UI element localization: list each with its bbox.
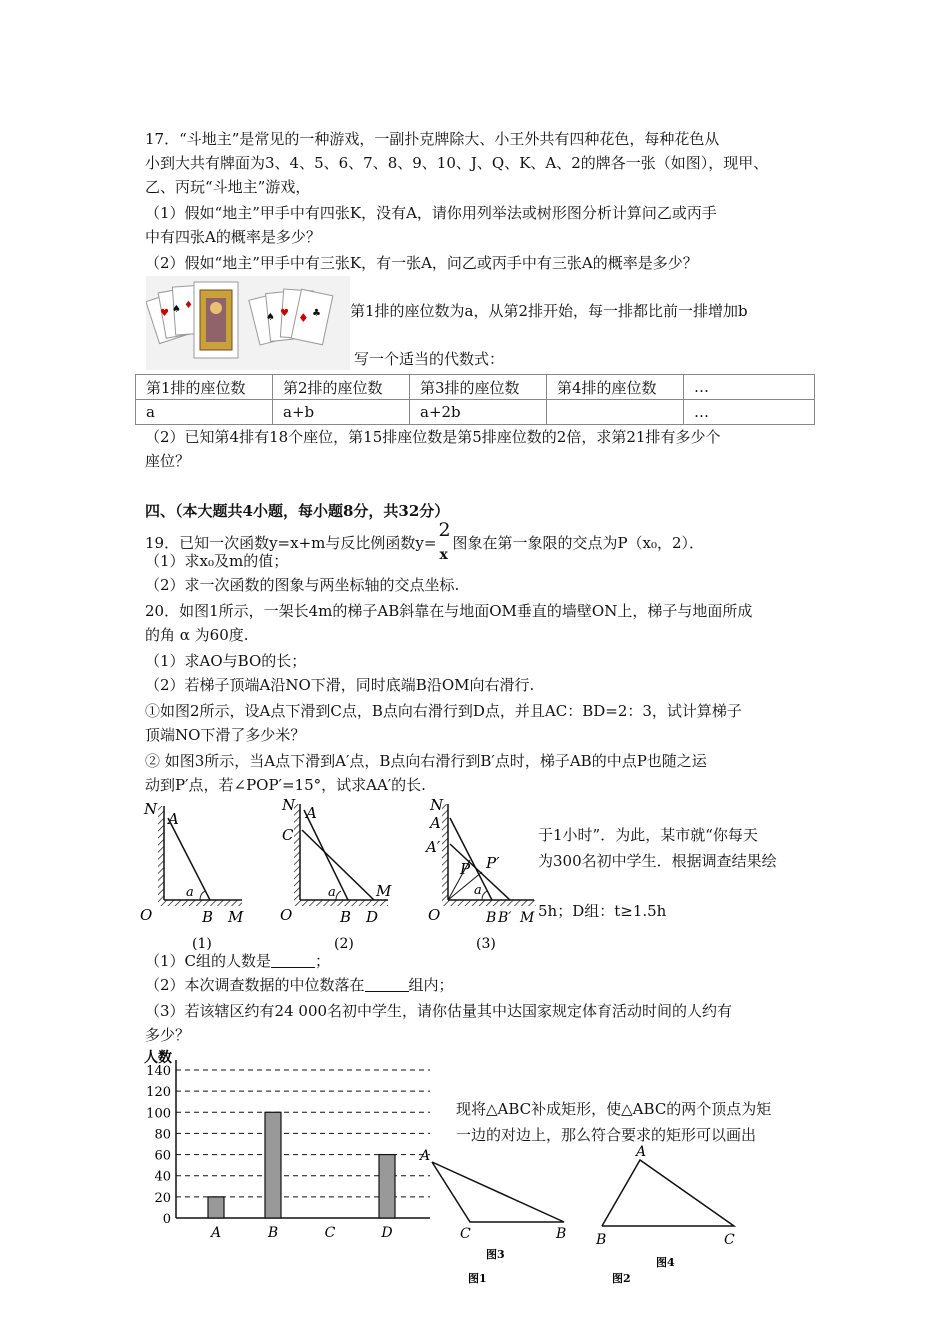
svg-text:O: O bbox=[140, 906, 153, 924]
svg-text:N: N bbox=[282, 796, 296, 814]
seat-table-row bbox=[136, 400, 815, 425]
chart-x-tick-label: D bbox=[381, 1225, 393, 1241]
q20-line-1: 20．如图1所示，一架长4m的梯子AB斜靠在与地面OM垂直的墙壁ON上，梯子与地面所成 bbox=[145, 602, 753, 620]
q17-line-4: （1）假如“地主”甲手中有四张K，没有A，请你用列举法或树形图分析计算问乙或丙手 bbox=[145, 204, 717, 222]
ladder-figure-3-caption: (3) bbox=[476, 936, 496, 952]
ladder-figure-2 bbox=[280, 796, 392, 952]
seat-table-header-row bbox=[136, 375, 815, 400]
figure-2-caption: 图2 bbox=[612, 1272, 631, 1285]
survey-bar-chart bbox=[138, 1046, 438, 1242]
q21-fragment-2: 为300名初中学生．根据调查结果绘 bbox=[538, 852, 777, 870]
q21-answer-blank-1[interactable] bbox=[271, 953, 315, 968]
q19-fraction bbox=[436, 519, 452, 563]
q17-line-2: 小到大共有牌面为3、4、5、6、7、8、9、10、J、Q、K、A、2的牌各一张（如图），现甲、 bbox=[145, 154, 769, 172]
chart-x-tick-label: B bbox=[267, 1225, 279, 1241]
ladder-figure-1-caption: (1) bbox=[192, 936, 212, 952]
svg-text:B: B bbox=[486, 910, 497, 926]
seat-table bbox=[135, 374, 815, 425]
q19-main-pre: 19．已知一次函数y=x+m与反比例函数y= bbox=[145, 534, 437, 552]
q17-line-3: 乙、丙玩“斗地主”游戏， bbox=[145, 178, 311, 196]
chart-x-tick-label: C bbox=[324, 1225, 336, 1241]
q22-fragment-2: 一边的对边上，那么符合要求的矩形可以画出 bbox=[456, 1126, 757, 1144]
q20-line-3: （1）求AO与BO的长； bbox=[145, 652, 307, 670]
triangle-figure-4 bbox=[595, 1144, 735, 1285]
figure-4-caption: 图4 bbox=[656, 1256, 675, 1269]
q17-line-5: 中有四张A的概率是多少？ bbox=[145, 228, 321, 246]
svg-text:M: M bbox=[228, 908, 244, 926]
svg-text:♦: ♦ bbox=[184, 300, 193, 311]
q21-sub-2 bbox=[145, 974, 454, 996]
svg-text:B: B bbox=[202, 908, 214, 926]
ladder-figure-2-caption: (2) bbox=[334, 936, 354, 952]
q21-answer-blank-2[interactable] bbox=[365, 977, 409, 992]
svg-text:A′: A′ bbox=[426, 838, 441, 856]
svg-text:N: N bbox=[144, 800, 158, 818]
q17-line-1: 17．“斗地主”是常见的一种游戏，一副扑克牌除大、小王外共有四种花色，每种花色从 bbox=[145, 130, 720, 148]
q20-line-2: 的角 α 为60度. bbox=[145, 626, 249, 644]
svg-text:O: O bbox=[428, 906, 441, 924]
ladder-figures bbox=[136, 796, 536, 956]
svg-text:C: C bbox=[282, 826, 294, 844]
seat-header-1: 第1排的座位数 bbox=[136, 375, 273, 400]
q19-fraction-denominator: x bbox=[439, 547, 448, 563]
seat-header-2: 第2排的座位数 bbox=[273, 375, 410, 400]
svg-text:M: M bbox=[520, 910, 535, 926]
q20-line-8: 动到P′点，若∠POP′=15°，试求AA′的长. bbox=[145, 776, 426, 794]
q21-sub-2-pre: （2）本次调查数据的中位数落在 bbox=[145, 976, 365, 994]
svg-text:C: C bbox=[724, 1232, 735, 1248]
chart-y-tick-label: 40 bbox=[154, 1169, 171, 1185]
chart-x-tick-label: A bbox=[210, 1225, 222, 1241]
q19-sub-2: （2）求一次函数的图象与两坐标轴的交点坐标. bbox=[145, 576, 460, 594]
q21-fragment-3: 5h；D组：t≥1.5h bbox=[538, 902, 667, 920]
svg-text:A: A bbox=[420, 1148, 431, 1164]
triangle-figures bbox=[418, 1140, 748, 1290]
svg-text:C: C bbox=[460, 1226, 471, 1242]
chart-y-tick-label: 60 bbox=[154, 1148, 171, 1164]
q18-line-2: 写一个适当的代数式： bbox=[354, 350, 505, 368]
q18-part2-line-2: 座位？ bbox=[145, 452, 191, 470]
seat-cell-2: a+b bbox=[273, 400, 410, 425]
q21-fragment-1: 于1小时”．为此，某市就“你每天 bbox=[538, 826, 758, 844]
q20-line-5: ①如图2所示，设A点下滑到C点，B点向右滑行到D点，并且AC：BD=2：3，试计算梯子 bbox=[145, 702, 742, 720]
q21-sub-2-post: 组内； bbox=[408, 976, 454, 994]
chart-y-axis-label: 人数 bbox=[144, 1050, 172, 1066]
svg-text:D: D bbox=[366, 908, 379, 926]
seat-header-3: 第3排的座位数 bbox=[410, 375, 547, 400]
q19-main-post: 图象在第一象限的交点为P（x₀，2）． bbox=[452, 534, 705, 552]
figure-3-caption: 图3 bbox=[486, 1248, 505, 1261]
chart-bar-d bbox=[379, 1155, 395, 1218]
svg-text:B: B bbox=[340, 908, 352, 926]
svg-text:A: A bbox=[636, 1144, 647, 1160]
seat-cell-3: a+2b bbox=[410, 400, 547, 425]
svg-text:♦: ♦ bbox=[298, 311, 309, 325]
svg-text:A: A bbox=[430, 814, 441, 832]
svg-text:O: O bbox=[280, 906, 293, 924]
q17-line-6: （2）假如“地主”甲手中有三张K，有一张A，问乙或丙手中有三张A的概率是多少？ bbox=[145, 254, 698, 272]
chart-y-tick-label: 0 bbox=[162, 1212, 171, 1227]
q21-sub-3-line-1: （3）若该辖区约有24 000名初中学生，请你估量其中达国家规定体育活动时间的人约有 bbox=[145, 1002, 733, 1020]
q18-line-1: 第1排的座位数为a，从第2排开始，每一排都比前一排增加b bbox=[350, 302, 748, 320]
q21-sub-1 bbox=[145, 950, 330, 972]
svg-text:N: N bbox=[430, 796, 444, 814]
chart-y-tick-label: 20 bbox=[154, 1190, 171, 1206]
svg-text:♠: ♠ bbox=[172, 304, 181, 315]
svg-text:P: P bbox=[460, 860, 471, 878]
seat-cell-5: … bbox=[684, 400, 815, 425]
svg-text:B′: B′ bbox=[498, 910, 512, 926]
q21-sub-1-pre: （1）C组的人数是 bbox=[145, 952, 272, 970]
q18-part2-line-1: （2）已知第4排有18个座位，第15排座位数是第5排座位数的2倍，求第21排有多少个 bbox=[145, 428, 721, 446]
svg-text:M: M bbox=[376, 882, 392, 900]
svg-text:♣: ♣ bbox=[312, 308, 321, 319]
svg-text:B: B bbox=[596, 1232, 607, 1248]
ladder-figure-3 bbox=[424, 796, 536, 952]
svg-text:A: A bbox=[306, 804, 317, 822]
q19-fraction-numerator: 2 bbox=[438, 519, 451, 541]
triangle-figure-3 bbox=[418, 1148, 566, 1285]
seat-header-5: … bbox=[684, 375, 815, 400]
svg-text:B: B bbox=[556, 1226, 567, 1242]
chart-y-tick-label: 100 bbox=[146, 1106, 171, 1122]
chart-y-tick-label: 80 bbox=[154, 1127, 171, 1143]
chart-bar-b bbox=[265, 1112, 281, 1218]
ladder-figure-1 bbox=[140, 800, 244, 952]
playing-cards-image bbox=[146, 276, 350, 370]
q20-line-4: （2）若梯子顶端A沿NO下滑，同时底端B沿OM向右滑行. bbox=[145, 676, 535, 694]
svg-text:P′: P′ bbox=[486, 854, 500, 872]
q19-sub-1: （1）求x₀及m的值； bbox=[145, 552, 289, 570]
q21-sub-3-line-2: 多少？ bbox=[145, 1026, 191, 1044]
figure-1-caption: 图1 bbox=[468, 1272, 487, 1285]
svg-text:a: a bbox=[186, 885, 194, 900]
q21-sub-1-post: ； bbox=[315, 952, 331, 970]
seat-cell-1: a bbox=[136, 400, 273, 425]
q22-fragment-1: 现将△ABC补成矩形，使△ABC的两个顶点为矩 bbox=[456, 1100, 772, 1118]
svg-text:a: a bbox=[474, 883, 482, 898]
chart-bar-a bbox=[208, 1197, 224, 1218]
q20-line-6: 顶端NO下滑了多少米？ bbox=[145, 726, 306, 744]
svg-text:♠: ♠ bbox=[266, 312, 275, 323]
q20-line-7: ② 如图3所示，当A点下滑到A′点，B点向右滑行到B′点时，梯子AB的中点P也随之运 bbox=[145, 752, 707, 770]
svg-text:a: a bbox=[328, 885, 336, 900]
section-4-heading: 四、（本大题共4小题，每小题8分，共32分） bbox=[145, 502, 450, 520]
chart-y-tick-label: 140 bbox=[146, 1064, 171, 1079]
svg-text:♥: ♥ bbox=[160, 308, 169, 319]
svg-text:♥: ♥ bbox=[280, 308, 289, 319]
svg-text:A: A bbox=[168, 810, 179, 828]
seat-header-4: 第4排的座位数 bbox=[547, 375, 684, 400]
seat-cell-4 bbox=[547, 400, 684, 425]
chart-y-tick-label: 120 bbox=[146, 1085, 171, 1101]
